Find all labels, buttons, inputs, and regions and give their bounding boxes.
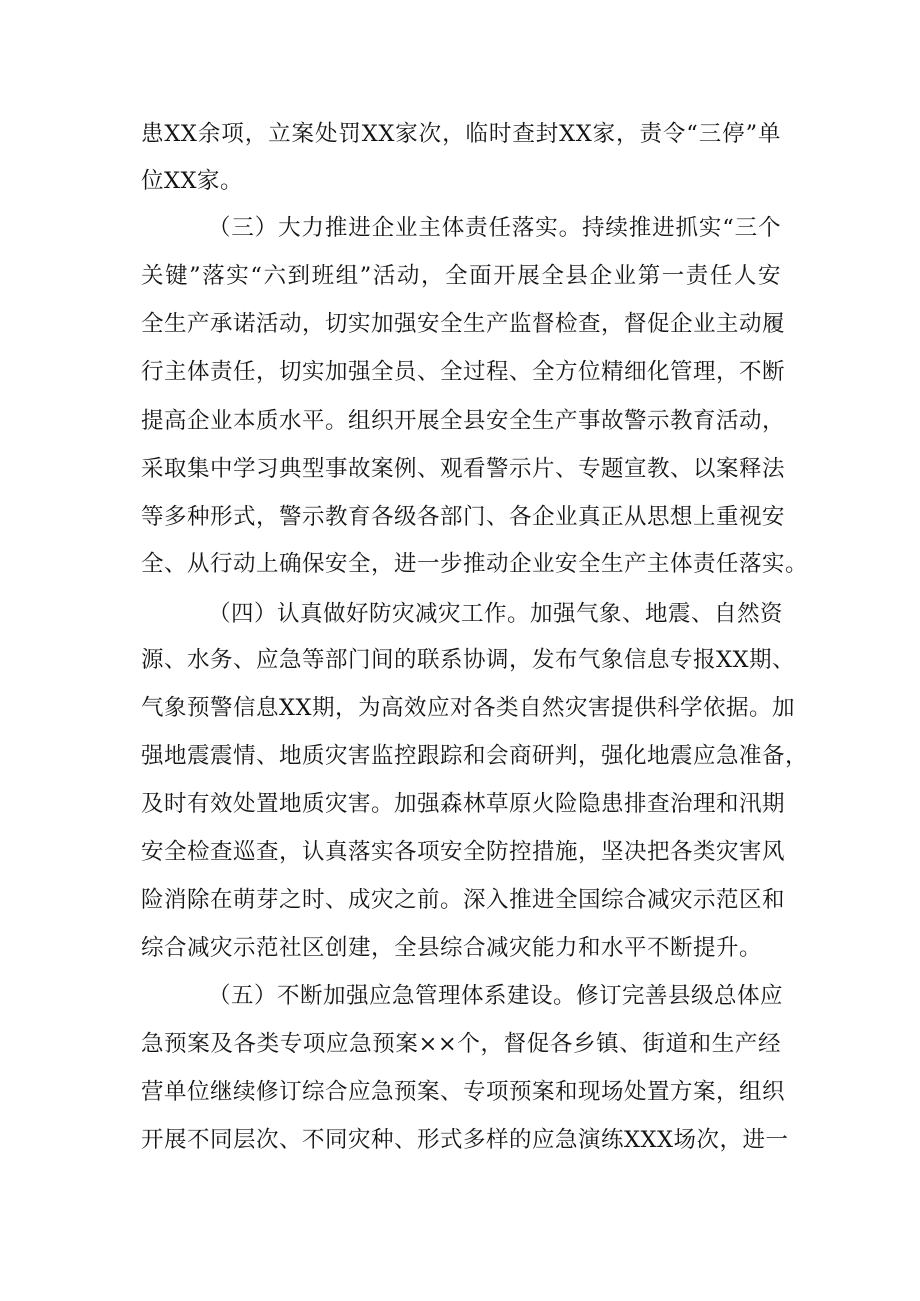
- body-text-line: 采取集中学习典型事故案例、观看警示片、专题宣教、以案释法: [141, 456, 786, 482]
- body-text-line: 等多种形式，警示教育各级各部门、各企业真正从思想上重视安: [141, 504, 786, 530]
- body-text-line: 行主体责任，切实加强全员、全过程、全方位精细化管理，不断: [141, 359, 786, 385]
- body-text-line: 强地震震情、地质灾害监控跟踪和会商研判，强化地震应急准备，: [141, 743, 809, 769]
- body-text-line: 提高企业本质水平。组织开展全县安全生产事故警示教育活动，: [141, 408, 786, 434]
- body-text-line: 患XX余项，立案处罚XX家次，临时查封XX家，责令“三停”单: [141, 121, 781, 147]
- body-text-line: 位XX家。: [141, 168, 244, 194]
- section-heading-line: （四）认真做好防灾减灾工作。加强气象、地震、自然资: [208, 601, 784, 627]
- body-text-line: 营单位继续修订综合应急预案、专项预案和现场处置方案，组织: [141, 1079, 786, 1105]
- body-text-line: 综合减灾示范社区创建，全县综合减灾能力和水平不断提升。: [141, 935, 763, 961]
- body-text-line: 全、从行动上确保安全，进一步推动企业安全生产主体责任落实。: [141, 551, 809, 577]
- body-text-line: 气象预警信息XX期，为高效应对各类自然灾害提供科学依据。加: [141, 695, 796, 721]
- body-text-line: 险消除在萌芽之时、成灾之前。深入推进全国综合减灾示范区和: [141, 887, 786, 913]
- section-heading-line: （五）不断加强应急管理体系建设。修订完善县级总体应: [208, 983, 784, 1009]
- body-text-line: 开展不同层次、不同灾种、形式多样的应急演练XXX场次，进一: [141, 1127, 789, 1153]
- body-text-line: 安全检查巡查，认真落实各项安全防控措施，坚决把各类灾害风: [141, 839, 786, 865]
- body-text-line: 源、水务、应急等部门间的联系协调，发布气象信息专报XX期、: [141, 647, 796, 673]
- body-text-line: 及时有效处置地质灾害。加强森林草原火险隐患排查治理和汛期: [141, 791, 786, 817]
- body-text-line: 急预案及各类专项应急预案××个，督促各乡镇、街道和生产经: [141, 1031, 781, 1057]
- section-heading-line: （三）大力推进企业主体责任落实。持续推进抓实“三个: [208, 215, 781, 241]
- body-text-line: 全生产承诺活动，切实加强安全生产监督检查，督促企业主动履: [141, 311, 786, 337]
- body-text-line: 关键”落实“六到班组”活动，全面开展全县企业第一责任人安: [141, 263, 781, 289]
